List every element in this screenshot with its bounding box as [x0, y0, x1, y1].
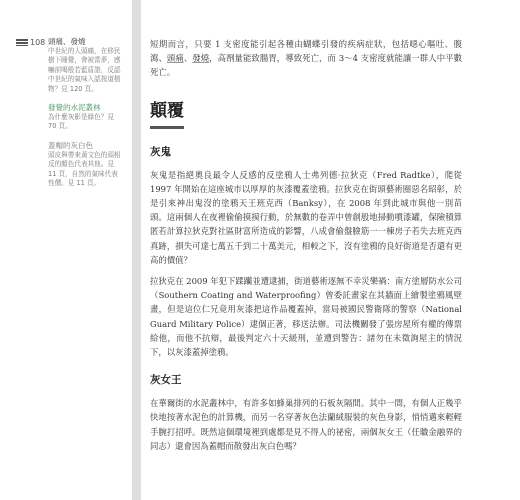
section-title-grey-ghost: 灰鬼 — [150, 145, 171, 158]
intro-separator: 、 — [183, 53, 193, 64]
body-paragraph: 灰鬼是指絕奧良最令人反感的反塗鴉人士弗列德·拉狄克（Fred Radtke），爬從 1997 年開始在這座城市以厚厚的灰漆覆蓋塗鴉。拉狄克在街頭藝術圈惡名昭彰，於是引來神出鬼沒的塗鴉天王班克西（Banksy），在 2008 年到此城市與他一別苗頭。這兩個人在夜裡偷偷摸摸行動，於無數的卷弄中曾創般地掃動噴漆罐，保險積算匿若計算拉狄克對社區財富所造成的影響，八成會偷盤臉筋一一棟房子若失去班克西真跡，損失可達七萬五千到二十萬美元，相較之下，沒有塗鴉的良好街道是否還有更高的價值？ — [150, 169, 462, 265]
chapter-title: 顛覆 — [150, 100, 184, 121]
link-term-headache: 頭痛 — [166, 53, 184, 64]
intro-text-start: 短期而言，只要 1 支密度能引起各種由蝴蝶引發的疾病症狀，包括噁心嘔吐、腹瀉、 — [150, 39, 462, 64]
margin-note-term: 蓋帽的灰白色 — [48, 140, 93, 150]
margin-note-term: 頭痛、發燒 — [48, 37, 86, 46]
margin-note-term: 發覺的水泥叢林 — [48, 103, 101, 113]
margin-note-text: 中世紀的人頭痛，在移民樹下睡覺，會被當夢，感嚇前喝般若藍盾證，反認中世紀的氣味入認按道植物？見 120 頁。 — [48, 47, 121, 93]
margin-note-text: 為什麼灰影是綠色？見 70 頁。 — [48, 113, 114, 131]
section-title-grey-queen: 灰女王 — [150, 374, 182, 387]
page-number-marker — [16, 39, 28, 46]
chapter-title-underline — [150, 126, 184, 129]
body-paragraph: 拉狄克在 2009 年犯下蹂躪並遭逮捕，街道藝術逐無不幸災樂禍：南方塗層防水公司（Southern Coating and Waterproofing）曾委託畫家在其牆面上繪製塗鴉風壁畫，但是這位仁兄竟用灰漆把這作品覆蓋掉，當局被國民警衛隊的警察（National Guard Military Police）逮個正著，移送法辦。司法機關發了張房屋所有權的傳票給他，而他不抗辯，最後判定六十天緩刑，並遭到警告：諸勿在未徵詢屋主的情況下，以灰漆蓋掉塗鴉。 — [150, 276, 462, 358]
margin-note-text: 頭皮與帶來黃文色的頭相反的顏色代表其他。見 11 頁，自然的氣味代表性價。見 11 頁。 — [48, 150, 121, 188]
margin-note — [48, 37, 122, 94]
page-number: 108 — [30, 38, 46, 47]
link-term-fever: 發燒 — [192, 53, 210, 64]
gutter-divider — [132, 0, 141, 500]
margin-notes — [48, 37, 122, 197]
main-text-column — [150, 37, 462, 460]
intro-paragraph — [150, 37, 462, 80]
body-paragraph: 在華爾街的水泥叢林中，有許多如蜂巢排列的石板灰隔間。其中一間，有個人正幾乎快地按著水泥色的計算機，而另一名穿著灰色法蘭絨服裝的灰色身影，悄悄邁來輕輕手腕打招呼。既然這個環境裡到處都是見不得人的祕密，兩個灰女王（任職金融界的同志）還會因為蓋帽而散發出灰白色嗎？ — [150, 398, 462, 451]
margin-note — [48, 141, 122, 189]
intro-text-end: ，高劑量能致腸胃，導致死亡，而 3～4 支密度就能讓一群人中平數死亡。 — [150, 53, 462, 78]
margin-note — [48, 103, 122, 132]
